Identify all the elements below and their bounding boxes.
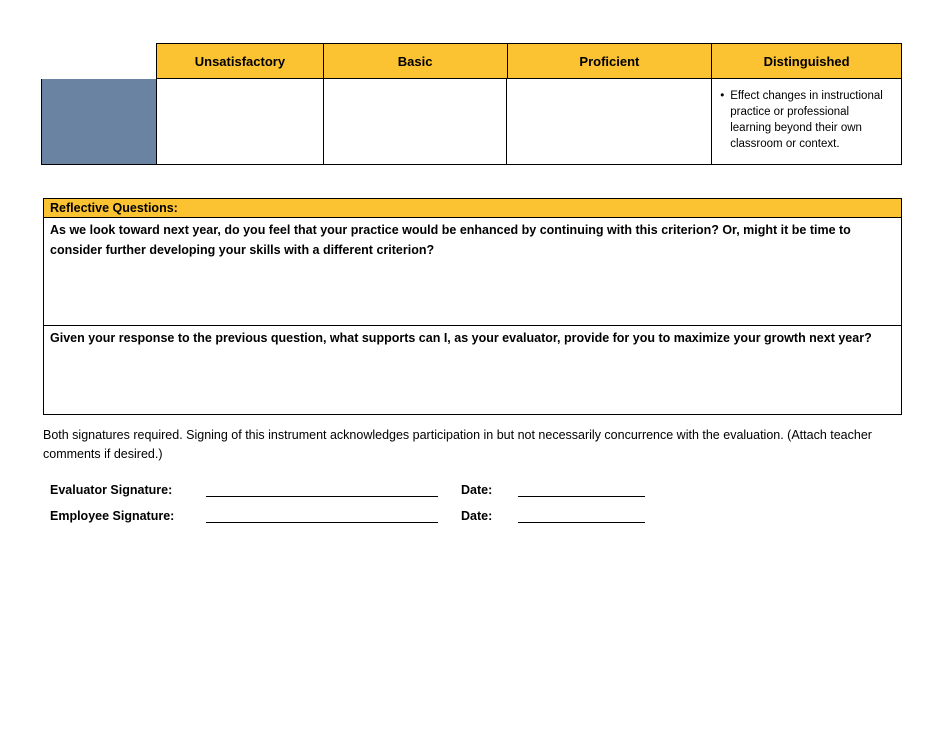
reflective-questions-box: [43, 198, 902, 415]
employee-signature-line[interactable]: [206, 522, 438, 523]
header-basic: Basic: [324, 44, 508, 78]
distinguished-bullet-list: [712, 79, 901, 152]
header-proficient: Proficient: [508, 44, 713, 78]
cell-distinguished: [712, 79, 901, 164]
evaluator-date-line[interactable]: [518, 496, 645, 497]
header-distinguished: Distinguished: [763, 53, 850, 69]
distinguished-bullet: • Effect changes in instructional practice or professional learning beyond their own classroom or context.: [730, 88, 893, 152]
reflective-question-2[interactable]: Given your response to the previous question, what supports can I, as your evaluator, provide for you to maximize your growth next year?: [50, 331, 872, 345]
row-label-cell: [42, 79, 157, 164]
signature-note: Both signatures required. Signing of this instrument acknowledges participation in but not necessarily concurrence with the evaluation. (Attach teacher comments if desired.): [43, 428, 872, 461]
employee-date-label: Date:: [461, 509, 493, 523]
rubric-body-row: [41, 79, 902, 165]
reflective-heading: Reflective Questions:: [44, 199, 901, 218]
evaluator-date-label: Date:: [461, 483, 493, 497]
employee-signature-label: Employee Signature:: [50, 509, 175, 523]
evaluator-signature-label: Evaluator Signature:: [50, 483, 173, 497]
reflective-question-1[interactable]: As we look toward next year, do you feel that your practice would be enhanced by continuing with this criterion? Or, might it be time to consider further developing your skills with a different criterion?: [44, 218, 901, 326]
cell-proficient: [507, 79, 712, 164]
header-unsatisfactory: Unsatisfactory: [157, 44, 324, 78]
cell-unsatisfactory: [157, 79, 324, 164]
rubric-header-row: [156, 43, 902, 79]
cell-basic: [324, 79, 508, 164]
evaluator-signature-line[interactable]: [206, 496, 438, 497]
employee-date-line[interactable]: [518, 522, 645, 523]
